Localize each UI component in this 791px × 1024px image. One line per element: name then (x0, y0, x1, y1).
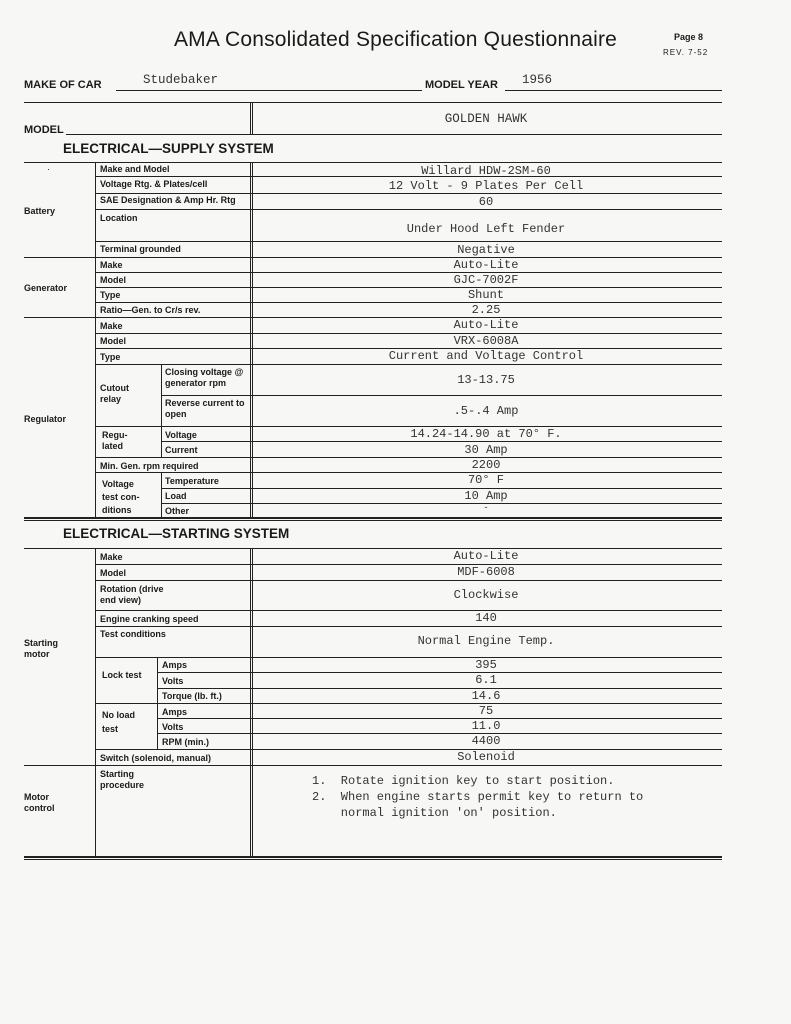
starter-model-label: Model (100, 568, 126, 578)
min-gen-rpm-label: Min. Gen. rpm required (100, 461, 199, 471)
lock-amps-value: 395 (475, 658, 497, 672)
noload-amps-value: 75 (478, 704, 494, 718)
battery-voltage-label: Voltage Rtg. & Plates/cell (100, 179, 208, 189)
model-year-value: 1956 (522, 73, 553, 87)
no-load-test-group: No load test (102, 710, 135, 734)
test-load-value: 10 Amp (464, 489, 508, 503)
model-label: MODEL (24, 124, 64, 136)
supply-section-title: ELECTRICAL—SUPPLY SYSTEM (63, 141, 274, 156)
reverse-current-value: .5-.4 Amp (453, 404, 519, 418)
reg-current-label: Current (165, 445, 198, 455)
noload-rpm-value: 4400 (471, 734, 501, 748)
motor-control-group: Motor control (24, 792, 55, 813)
closing-voltage-label: Closing voltage @ generator rpm (165, 367, 244, 388)
generator-ratio-label: Ratio—Gen. to Cr/s rev. (100, 305, 201, 315)
switch-label: Switch (solenoid, manual) (100, 753, 212, 763)
test-conditions-label: Test conditions (100, 629, 166, 639)
switch-value: Solenoid (457, 750, 515, 764)
test-other-label: Other (165, 506, 190, 516)
test-conditions-value: Normal Engine Temp. (417, 634, 555, 648)
page-title: AMA Consolidated Specification Questionnaire (173, 28, 618, 51)
regulator-make-value: Auto-Lite (453, 318, 519, 332)
regulator-group: Regulator (24, 414, 67, 424)
regulator-make-label: Make (100, 321, 123, 331)
generator-make-value: Auto-Lite (453, 258, 519, 272)
procedure-line-1: 1. Rotate ignition key to start position. (312, 774, 615, 788)
lock-amps-label: Amps (162, 660, 188, 670)
battery-location-value: Under Hood Left Fender (406, 222, 566, 236)
revision: REV. 7-52 (663, 48, 709, 57)
generator-model-label: Model (100, 275, 126, 285)
test-other-value: - (483, 503, 489, 513)
procedure-line-3: normal ignition 'on' position. (312, 806, 557, 820)
lock-test-group: Lock test (102, 670, 142, 680)
starting-procedure-label: Starting procedure (100, 769, 145, 790)
regulator-type-label: Type (100, 352, 121, 362)
cutout-relay-group: Cutout relay (100, 383, 129, 404)
battery-location-label: Location (100, 213, 138, 223)
regulator-model-label: Model (100, 336, 126, 346)
battery-make-model-label: Make and Model (100, 164, 170, 174)
generator-group: Generator (24, 283, 68, 293)
cranking-speed-value: 140 (475, 611, 497, 625)
starting-section-title: ELECTRICAL—STARTING SYSTEM (63, 526, 290, 541)
regulator-model-value: VRX-6008A (453, 334, 519, 348)
regulated-group: Regu- lated (102, 430, 128, 451)
voltage-test-group: Voltage test con- ditions (102, 479, 140, 515)
lock-volts-value: 6.1 (475, 673, 497, 687)
make-of-car-label: MAKE OF CAR (24, 79, 102, 91)
noload-volts-label: Volts (162, 722, 184, 732)
min-gen-rpm-value: 2200 (471, 458, 501, 472)
lock-volts-label: Volts (162, 676, 184, 686)
generator-ratio-value: 2.25 (471, 303, 501, 317)
battery-make-model-value: Willard HDW-2SM-60 (421, 164, 551, 178)
reg-current-value: 30 Amp (464, 443, 508, 457)
cranking-speed-label: Engine cranking speed (100, 614, 199, 624)
lock-torque-label: Torque (lb. ft.) (162, 691, 222, 701)
starter-model-value: MDF-6008 (457, 565, 515, 579)
starter-make-label: Make (100, 552, 123, 562)
lock-torque-value: 14.6 (471, 689, 501, 703)
closing-voltage-value: 13-13.75 (457, 373, 515, 387)
noload-amps-label: Amps (162, 707, 188, 717)
reverse-current-label: Reverse current to open (165, 398, 245, 419)
battery-terminal-value: Negative (457, 243, 515, 257)
test-load-label: Load (165, 491, 187, 501)
page-number: Page 8 (674, 32, 704, 42)
rotation-label: Rotation (drive end view) (100, 584, 164, 605)
test-temperature-value: 70° F (467, 473, 504, 487)
generator-model-value: GJC-7002F (453, 273, 519, 287)
battery-voltage-value: 12 Volt - 9 Plates Per Cell (388, 179, 584, 193)
model-year-label: MODEL YEAR (425, 79, 498, 91)
reg-voltage-value: 14.24-14.90 at 70° F. (410, 427, 562, 441)
rotation-value: Clockwise (453, 588, 519, 602)
procedure-line-2: 2. When engine starts permit key to return to (312, 790, 644, 804)
battery-sae-value: 60 (478, 195, 494, 209)
regulator-type-value: Current and Voltage Control (388, 349, 584, 363)
starting-motor-group: Starting motor (24, 638, 59, 659)
noload-rpm-label: RPM (min.) (162, 737, 209, 747)
test-temperature-label: Temperature (165, 476, 219, 486)
noload-volts-value: 11.0 (471, 719, 501, 733)
battery-terminal-label: Terminal grounded (100, 244, 181, 254)
battery-group: Battery (24, 206, 56, 216)
starter-make-value: Auto-Lite (453, 549, 519, 563)
generator-type-value: Shunt (467, 288, 504, 302)
battery-sae-label: SAE Designation & Amp Hr. Rtg (100, 195, 236, 205)
generator-make-label: Make (100, 260, 123, 270)
reg-voltage-label: Voltage (165, 430, 197, 440)
make-of-car-value: Studebaker (143, 73, 219, 87)
model-value: GOLDEN HAWK (444, 112, 528, 126)
generator-type-label: Type (100, 290, 121, 300)
